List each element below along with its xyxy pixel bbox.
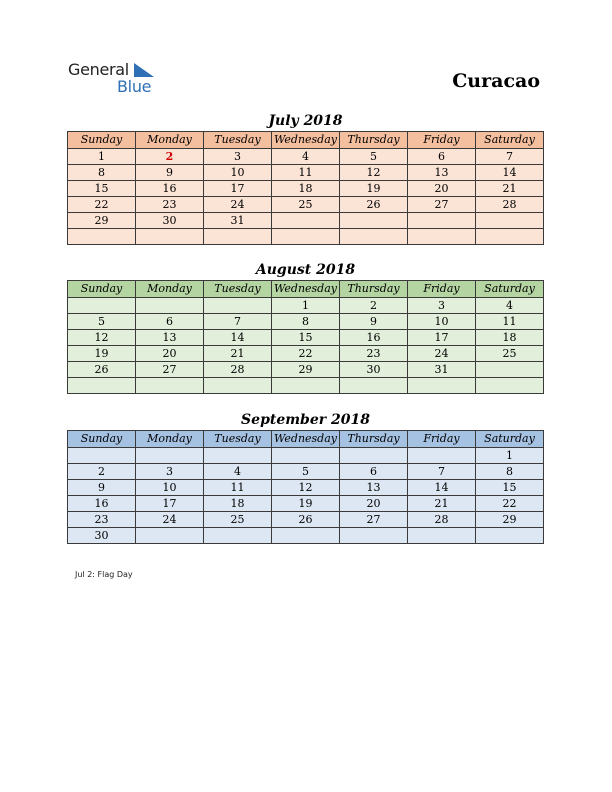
day-cell: 14 [204,330,272,346]
day-cell: 19 [340,181,408,197]
empty-day-cell [340,229,408,245]
day-cell: 15 [272,330,340,346]
day-cell: 11 [204,480,272,496]
day-cell: 15 [68,181,136,197]
day-cell: 18 [204,496,272,512]
empty-day-cell [68,229,136,245]
weekday-header-row [68,431,544,448]
empty-day-cell [476,362,544,378]
week-row [68,165,544,181]
week-row [68,496,544,512]
logo-general-text: General [68,60,129,79]
day-cell: 31 [408,362,476,378]
month-title: August 2018 [255,262,356,278]
empty-day-cell [476,213,544,229]
empty-day-cell [204,229,272,245]
week-row [68,480,544,496]
week-row [68,330,544,346]
weekday-header: Sunday [68,281,136,298]
day-cell: 20 [340,496,408,512]
day-cell: 5 [340,149,408,165]
day-cell: 1 [272,298,340,314]
day-cell: 12 [340,165,408,181]
day-cell: 1 [476,448,544,464]
empty-day-cell [476,528,544,544]
day-cell: 5 [272,464,340,480]
day-cell: 10 [204,165,272,181]
weekday-header: Thursday [340,132,408,149]
day-cell: 3 [136,464,204,480]
weekday-header: Thursday [340,281,408,298]
logo-blue-text: Blue [117,77,152,96]
day-cell: 8 [68,165,136,181]
empty-day-cell [68,378,136,394]
week-row [68,512,544,528]
empty-day-cell [408,378,476,394]
logo-triangle-icon [134,63,154,77]
day-cell: 26 [68,362,136,378]
calendar-grid [67,280,544,394]
weekday-header: Tuesday [204,281,272,298]
empty-day-cell [204,298,272,314]
weekday-header-row [68,132,544,149]
day-cell: 3 [408,298,476,314]
day-cell: 1 [68,149,136,165]
day-cell: 26 [272,512,340,528]
empty-day-cell [204,378,272,394]
empty-day-cell [136,229,204,245]
day-cell: 25 [476,346,544,362]
week-row [68,197,544,213]
day-cell: 8 [476,464,544,480]
empty-day-cell [272,528,340,544]
day-cell: 27 [136,362,204,378]
day-cell: 21 [408,496,476,512]
empty-day-cell [476,229,544,245]
day-cell: 7 [476,149,544,165]
day-cell: 4 [272,149,340,165]
day-cell: 24 [204,197,272,213]
empty-day-cell [408,229,476,245]
empty-day-cell [476,378,544,394]
empty-day-cell [272,213,340,229]
day-cell: 13 [340,480,408,496]
day-cell: 16 [340,330,408,346]
day-cell: 31 [204,213,272,229]
week-row [68,213,544,229]
day-cell: 14 [476,165,544,181]
weekday-header: Tuesday [204,132,272,149]
week-row [68,464,544,480]
weekday-header: Sunday [68,132,136,149]
weekday-header: Sunday [68,431,136,448]
day-cell: 27 [408,197,476,213]
holiday-day-cell: 2 [136,149,204,165]
empty-day-cell [136,378,204,394]
day-cell: 27 [340,512,408,528]
day-cell: 2 [340,298,408,314]
weekday-header: Wednesday [272,431,340,448]
weekday-header: Saturday [476,431,544,448]
empty-day-cell [204,528,272,544]
weekday-header: Tuesday [204,431,272,448]
day-cell: 17 [136,496,204,512]
empty-day-cell [340,448,408,464]
week-row [68,149,544,165]
day-cell: 9 [340,314,408,330]
day-cell: 10 [136,480,204,496]
day-cell: 15 [476,480,544,496]
week-row [68,362,544,378]
empty-day-cell [68,448,136,464]
week-row [68,528,544,544]
month-calendar-september [67,411,544,544]
empty-day-cell [408,213,476,229]
week-row [68,229,544,245]
day-cell: 6 [340,464,408,480]
day-cell: 29 [476,512,544,528]
empty-day-cell [136,298,204,314]
day-cell: 22 [476,496,544,512]
day-cell: 30 [68,528,136,544]
day-cell: 22 [68,197,136,213]
week-row [68,346,544,362]
month-title: September 2018 [241,412,370,428]
empty-day-cell [340,213,408,229]
empty-day-cell [68,298,136,314]
weekday-header-row [68,281,544,298]
country-title: Curacao [452,70,540,92]
month-calendar-july [67,112,544,245]
day-cell: 9 [68,480,136,496]
day-cell: 7 [204,314,272,330]
day-cell: 28 [204,362,272,378]
day-cell: 17 [204,181,272,197]
day-cell: 5 [68,314,136,330]
empty-day-cell [136,448,204,464]
day-cell: 8 [272,314,340,330]
day-cell: 29 [68,213,136,229]
day-cell: 4 [476,298,544,314]
day-cell: 17 [408,330,476,346]
calendar-grid [67,131,544,245]
week-row [68,314,544,330]
weekday-header: Thursday [340,431,408,448]
day-cell: 24 [136,512,204,528]
day-cell: 7 [408,464,476,480]
empty-day-cell [272,229,340,245]
month-calendar-august [67,261,544,394]
day-cell: 3 [204,149,272,165]
day-cell: 21 [476,181,544,197]
day-cell: 28 [408,512,476,528]
day-cell: 19 [68,346,136,362]
weekday-header: Friday [408,431,476,448]
day-cell: 20 [408,181,476,197]
day-cell: 19 [272,496,340,512]
day-cell: 13 [136,330,204,346]
week-row [68,181,544,197]
weekday-header: Saturday [476,132,544,149]
day-cell: 23 [136,197,204,213]
day-cell: 6 [136,314,204,330]
week-row [68,298,544,314]
week-row [68,378,544,394]
day-cell: 12 [272,480,340,496]
empty-day-cell [408,448,476,464]
day-cell: 24 [408,346,476,362]
empty-day-cell [340,378,408,394]
day-cell: 22 [272,346,340,362]
day-cell: 9 [136,165,204,181]
day-cell: 18 [272,181,340,197]
day-cell: 14 [408,480,476,496]
weekday-header: Monday [136,132,204,149]
day-cell: 12 [68,330,136,346]
day-cell: 21 [204,346,272,362]
day-cell: 18 [476,330,544,346]
weekday-header: Friday [408,281,476,298]
weekday-header: Saturday [476,281,544,298]
logo [68,60,168,96]
day-cell: 16 [68,496,136,512]
weekday-header: Friday [408,132,476,149]
weekday-header: Wednesday [272,281,340,298]
day-cell: 26 [340,197,408,213]
day-cell: 23 [340,346,408,362]
day-cell: 13 [408,165,476,181]
holiday-notes [75,570,133,579]
holiday-note: Jul 2: Flag Day [75,570,133,579]
day-cell: 2 [68,464,136,480]
empty-day-cell [136,528,204,544]
empty-day-cell [272,448,340,464]
month-title: July 2018 [268,113,343,129]
day-cell: 16 [136,181,204,197]
day-cell: 20 [136,346,204,362]
weekday-header: Monday [136,431,204,448]
day-cell: 11 [272,165,340,181]
empty-day-cell [272,378,340,394]
day-cell: 23 [68,512,136,528]
day-cell: 4 [204,464,272,480]
weekday-header: Monday [136,281,204,298]
day-cell: 29 [272,362,340,378]
day-cell: 25 [272,197,340,213]
empty-day-cell [408,528,476,544]
weekday-header: Wednesday [272,132,340,149]
day-cell: 10 [408,314,476,330]
day-cell: 28 [476,197,544,213]
calendar-grid [67,430,544,544]
day-cell: 6 [408,149,476,165]
day-cell: 25 [204,512,272,528]
empty-day-cell [204,448,272,464]
day-cell: 11 [476,314,544,330]
day-cell: 30 [136,213,204,229]
empty-day-cell [340,528,408,544]
day-cell: 30 [340,362,408,378]
week-row [68,448,544,464]
